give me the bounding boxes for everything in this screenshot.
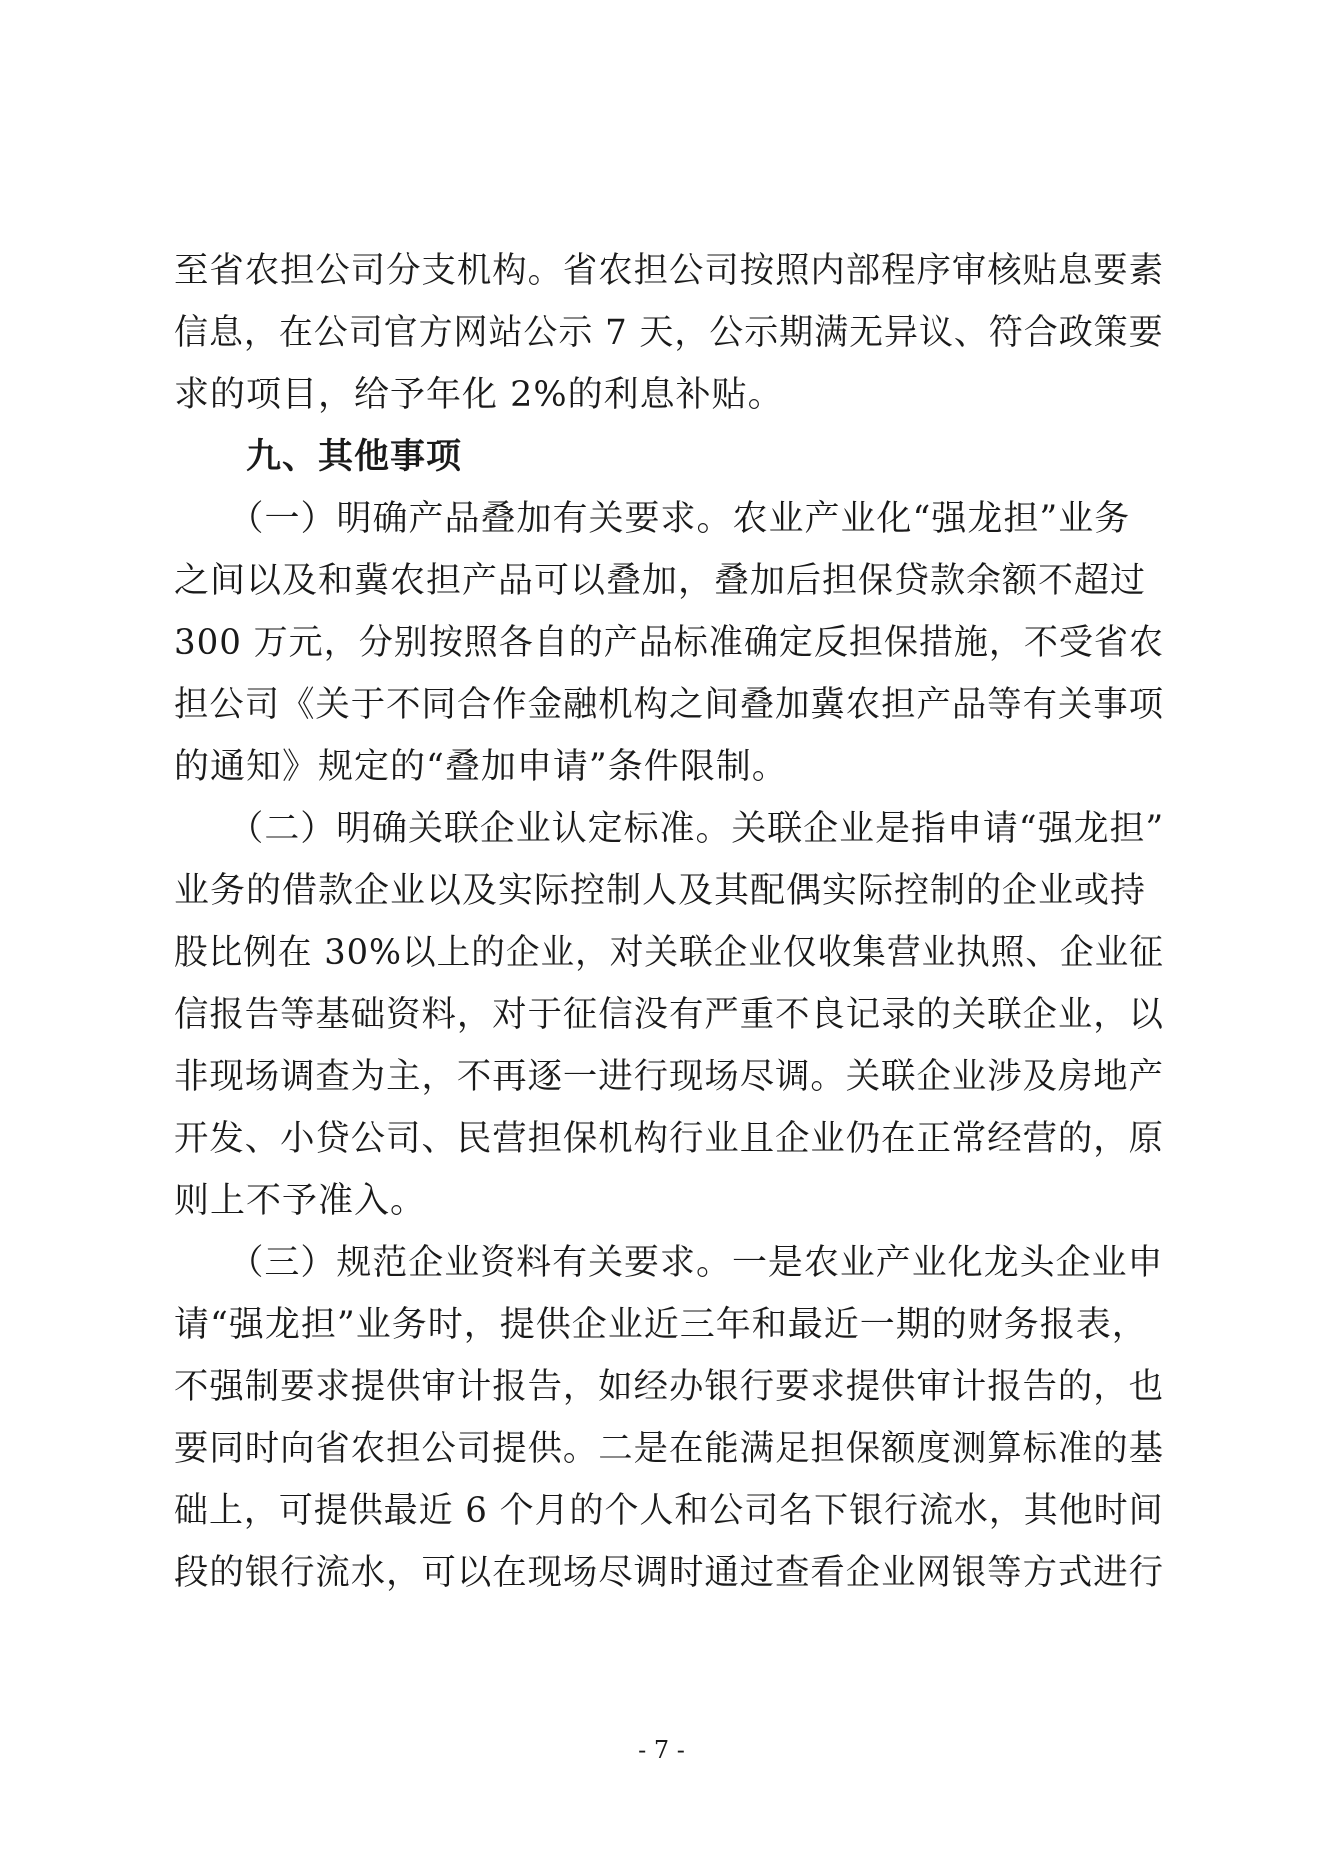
body-text [174, 240, 1164, 1604]
section-heading: 九、其他事项 [174, 437, 463, 477]
text-line: 之间以及和冀农担产品可以叠加，叠加后担保贷款余额不超过 [174, 561, 1147, 601]
text-line: 非现场调查为主，不再逐一进行现场尽调。关联企业涉及房地产 [174, 1057, 1165, 1097]
text-line: 求的项目，给予年化 2%的利息补贴。 [174, 375, 784, 415]
text-line: 信息，在公司官方网站公示 7 天，公示期满无异议、符合政策要 [174, 313, 1164, 353]
text-line: （一）明确产品叠加有关要求。农业产业化“强龙担”业务 [174, 499, 1131, 539]
text-line: 300 万元，分别按照各自的产品标准确定反担保措施，不受省农 [174, 623, 1164, 663]
text-line: 要同时向省农担公司提供。二是在能满足担保额度测算标准的基 [174, 1429, 1165, 1469]
text-line: 担公司《关于不同合作金融机构之间叠加冀农担产品等有关事项 [174, 685, 1165, 725]
text-line: 信报告等基础资料，对于征信没有严重不良记录的关联企业，以 [174, 995, 1165, 1035]
text-line: （三）规范企业资料有关要求。一是农业产业化龙头企业申 [174, 1243, 1164, 1283]
text-line: 不强制要求提供审计报告，如经办银行要求提供审计报告的，也 [174, 1367, 1165, 1407]
text-line: 请“强龙担”业务时，提供企业近三年和最近一期的财务报表， [174, 1305, 1148, 1345]
page-number: - 7 - [638, 1736, 685, 1764]
text-line: 开发、小贷公司、民营担保机构行业且企业仍在正常经营的，原 [174, 1119, 1165, 1159]
text-line: 业务的借款企业以及实际控制人及其配偶实际控制的企业或持 [174, 871, 1147, 911]
text-line: （二）明确关联企业认定标准。关联企业是指申请“强龙担” [174, 809, 1165, 849]
text-line: 则上不予准入。 [174, 1181, 427, 1221]
text-line: 础上，可提供最近 6 个月的个人和公司名下银行流水，其他时间 [174, 1491, 1164, 1531]
text-line: 段的银行流水，可以在现场尽调时通过查看企业网银等方式进行 [174, 1553, 1165, 1593]
text-line: 的通知》规定的“叠加申请”条件限制。 [174, 747, 788, 787]
text-line: 股比例在 30%以上的企业，对关联企业仅收集营业执照、企业征 [174, 933, 1164, 973]
text-line: 至省农担公司分支机构。省农担公司按照内部程序审核贴息要素 [174, 251, 1165, 291]
